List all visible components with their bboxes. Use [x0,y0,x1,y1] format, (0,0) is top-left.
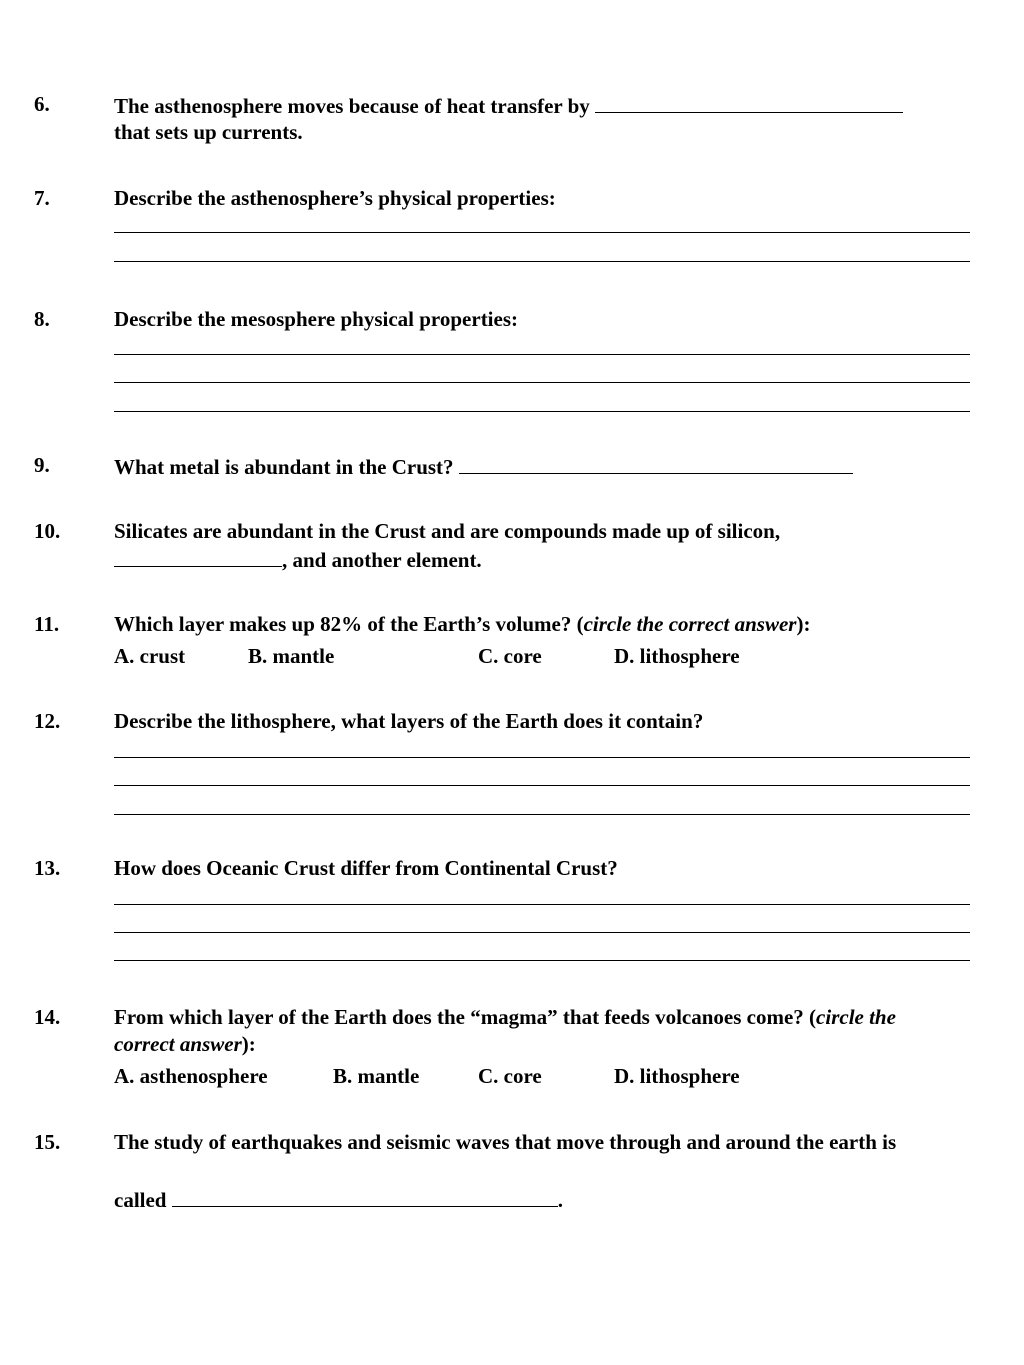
q8-answer-line[interactable] [114,354,970,355]
q6-text: The asthenosphere moves because of heat transfer by [114,94,903,117]
q10-text: Silicates are abundant in the Crust and are compounds made up of silicon, [114,519,781,543]
q8-text: Describe the mesosphere physical properties: [114,307,519,331]
q12-answer-line[interactable] [114,814,970,815]
q7-text: Describe the asthenosphere’s physical properties: [114,186,556,210]
q15-answer-blank[interactable] [172,1188,558,1207]
q12-answer-line[interactable] [114,757,970,758]
q10-text-cont: , and another element. [114,548,482,571]
q12-number: 12. [34,709,61,733]
q6-answer-blank[interactable] [595,94,903,113]
q9-number: 9. [34,453,50,477]
q14-number: 14. [34,1005,61,1029]
q13-number: 13. [34,856,61,880]
q8-number: 8. [34,307,50,331]
q6-text-cont: that sets up currents. [114,120,303,144]
q10-answer-blank[interactable] [114,548,282,567]
q11-text: Which layer makes up 82% of the Earth’s volume? (circle the correct answer): [114,612,811,636]
q13-text: How does Oceanic Crust differ from Continental Crust? [114,856,618,880]
q14-option-a[interactable]: A. asthenosphere [114,1064,268,1088]
q7-answer-line[interactable] [114,261,970,262]
q14-option-d[interactable]: D. lithosphere [614,1064,740,1088]
q11-option-b[interactable]: B. mantle [248,644,335,668]
q11-option-a[interactable]: A. crust [114,644,186,668]
q13-answer-line[interactable] [114,960,970,961]
q11-option-d[interactable]: D. lithosphere [614,644,740,668]
q11-number: 11. [34,612,60,636]
q11-option-c[interactable]: C. core [478,644,542,668]
q14-text-cont: correct answer): [114,1032,256,1056]
q15-text: The study of earthquakes and seismic waves that move through and around the earth is [114,1130,897,1154]
q7-answer-line[interactable] [114,232,970,233]
q10-number: 10. [34,519,61,543]
q15-number: 15. [34,1130,61,1154]
q8-answer-line[interactable] [114,382,970,383]
q15-text-cont: called . [114,1188,563,1212]
q14-option-c[interactable]: C. core [478,1064,542,1088]
q14-text: From which layer of the Earth does the “magma” that feeds volcanoes come? (circle the [114,1005,896,1029]
q12-answer-line[interactable] [114,785,970,786]
q14-option-b[interactable]: B. mantle [333,1064,420,1088]
q8-answer-line[interactable] [114,411,970,412]
q9-answer-blank[interactable] [459,455,853,474]
q13-answer-line[interactable] [114,932,970,933]
q7-number: 7. [34,186,50,210]
q13-answer-line[interactable] [114,904,970,905]
q6-number: 6. [34,92,50,116]
q9-text: What metal is abundant in the Crust? [114,455,853,478]
q12-text: Describe the lithosphere, what layers of the Earth does it contain? [114,709,704,733]
